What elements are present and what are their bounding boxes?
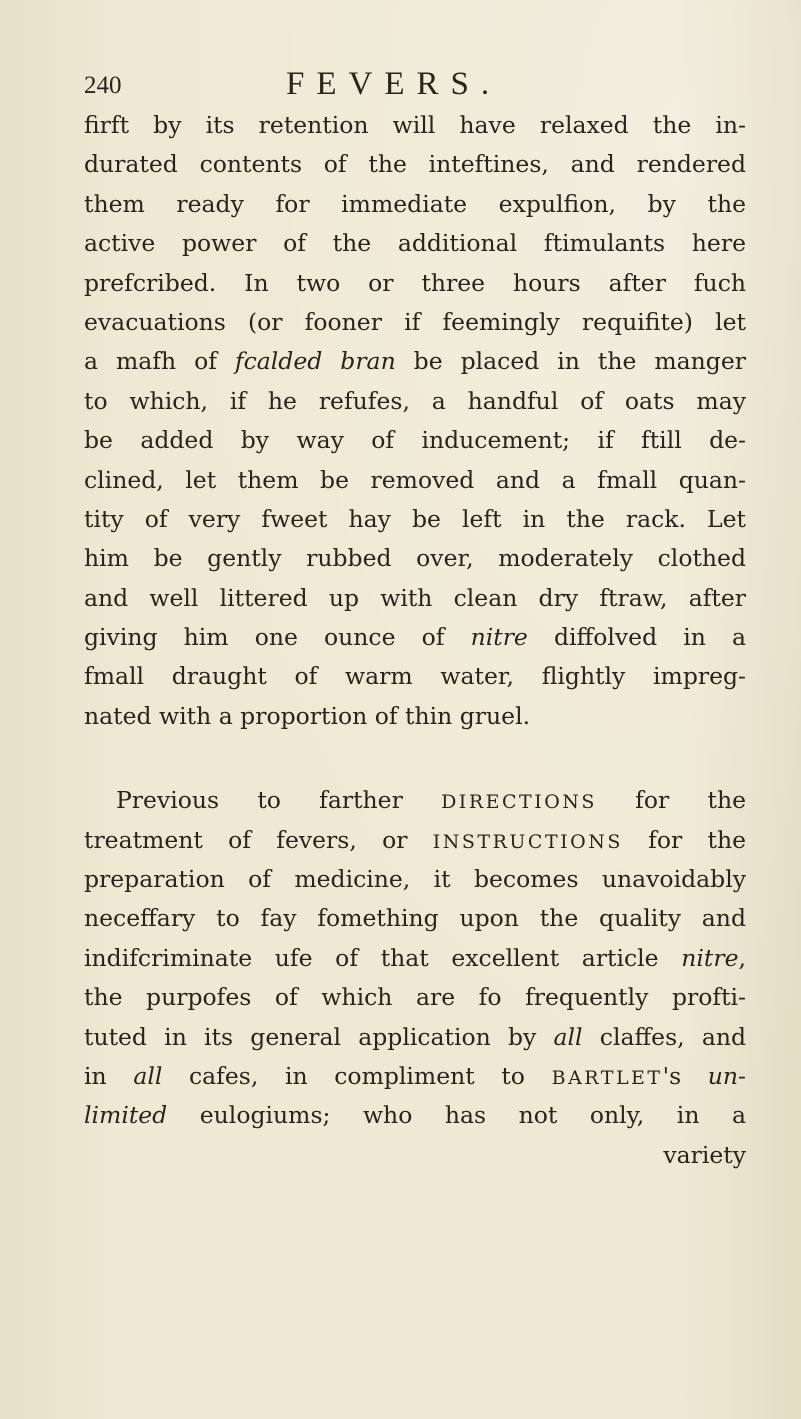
small-caps-text: DIRECTIONS xyxy=(441,791,597,814)
text-line xyxy=(84,342,746,381)
text-line xyxy=(84,781,746,820)
text-segment: indifcriminate ufe of that excellent article xyxy=(84,943,682,972)
text-line xyxy=(84,978,746,1017)
text-line xyxy=(84,185,746,224)
text-segment: eulogiums; who has not only, in a xyxy=(167,1101,746,1130)
text-segment: tuted in its general application by xyxy=(84,1022,554,1051)
text-line xyxy=(84,860,746,899)
page-header xyxy=(84,66,741,106)
text-segment: Previous to farther xyxy=(116,786,442,815)
text-segment: claffes, and xyxy=(582,1022,747,1051)
text-line xyxy=(84,899,746,938)
text-line xyxy=(84,500,746,539)
text-segment: evacuations (or fooner if feemingly requifite) let xyxy=(84,307,746,336)
italic-text: limited xyxy=(84,1101,168,1130)
text-segment: treatment of fevers, or xyxy=(84,825,433,854)
text-segment: durated contents of the inteftines, and rendered xyxy=(84,150,746,179)
body-text xyxy=(84,106,746,1175)
text-line xyxy=(84,539,746,578)
text-line xyxy=(84,1018,746,1057)
text-segment: for the xyxy=(596,786,746,815)
text-line xyxy=(84,303,746,342)
text-line xyxy=(84,657,746,696)
italic-text: nitre xyxy=(470,623,528,652)
text-segment: cafes, in compliment to xyxy=(162,1061,552,1090)
page-number: 240 xyxy=(84,72,122,99)
text-segment: neceffary to fay fomething upon the quality and xyxy=(84,904,746,933)
text-segment: firft by its retention will have relaxed the in- xyxy=(84,111,746,139)
text-segment: diffolved in a xyxy=(527,623,747,652)
italic-text: all xyxy=(553,1022,583,1051)
text-line xyxy=(84,821,746,860)
text-segment: the purpofes of which are fo frequently profti- xyxy=(84,983,746,1012)
text-line xyxy=(84,697,746,736)
italic-text: un- xyxy=(707,1061,746,1090)
text-segment: clined, let them be removed and a fmall quan- xyxy=(84,465,746,494)
text-line xyxy=(84,421,746,460)
text-segment: and well littered up with clean dry ftraw, after xyxy=(84,583,746,612)
italic-text: fcalded bran xyxy=(234,347,396,376)
small-caps-text: BARTLET xyxy=(551,1066,663,1089)
text-segment: prefcribed. In two or three hours after fuch xyxy=(84,268,746,297)
text-segment: a mafh of xyxy=(84,347,235,376)
text-segment: him be gently rubbed over, moderately clothed xyxy=(84,544,746,573)
text-line xyxy=(84,264,746,303)
text-segment: be added by way of inducement; if ftill de- xyxy=(84,426,746,455)
text-line xyxy=(84,145,746,184)
text-segment: preparation of medicine, it becomes unavoidably xyxy=(84,865,746,894)
text-segment: fmall draught of warm water, flightly impreg- xyxy=(84,662,746,691)
text-line xyxy=(84,106,746,145)
text-segment: 's xyxy=(662,1061,708,1090)
italic-text: nitre xyxy=(681,943,739,972)
text-segment: active power of the additional ftimulants here xyxy=(84,229,746,258)
small-caps-text: INSTRUCTIONS xyxy=(432,830,623,853)
text-line xyxy=(84,461,746,500)
text-segment: be placed in the manger xyxy=(395,347,746,376)
text-line xyxy=(84,618,746,657)
italic-text: all xyxy=(133,1061,163,1090)
paragraph-2 xyxy=(84,781,746,1136)
text-line xyxy=(84,382,746,421)
paragraph-gap xyxy=(84,736,746,781)
text-segment: for the xyxy=(622,825,746,854)
text-line xyxy=(84,1096,746,1135)
running-head: FEVERS. xyxy=(286,66,502,102)
text-line xyxy=(84,224,746,263)
text-segment: , xyxy=(738,943,746,972)
paragraph-1 xyxy=(84,106,746,736)
text-segment: giving him one ounce of xyxy=(84,623,471,652)
text-segment: to which, if he refufes, a handful of oats may xyxy=(84,386,746,415)
text-segment: nated with a proportion of thin gruel. xyxy=(84,701,531,730)
text-line xyxy=(84,1057,746,1096)
text-segment: in xyxy=(84,1061,134,1090)
catchword: variety xyxy=(663,1140,746,1169)
text-segment: tity of very fweet hay be left in the rack. Let xyxy=(84,504,746,533)
text-segment: them ready for immediate expulfion, by the xyxy=(84,189,746,218)
text-line xyxy=(84,939,746,978)
text-line xyxy=(84,579,746,618)
